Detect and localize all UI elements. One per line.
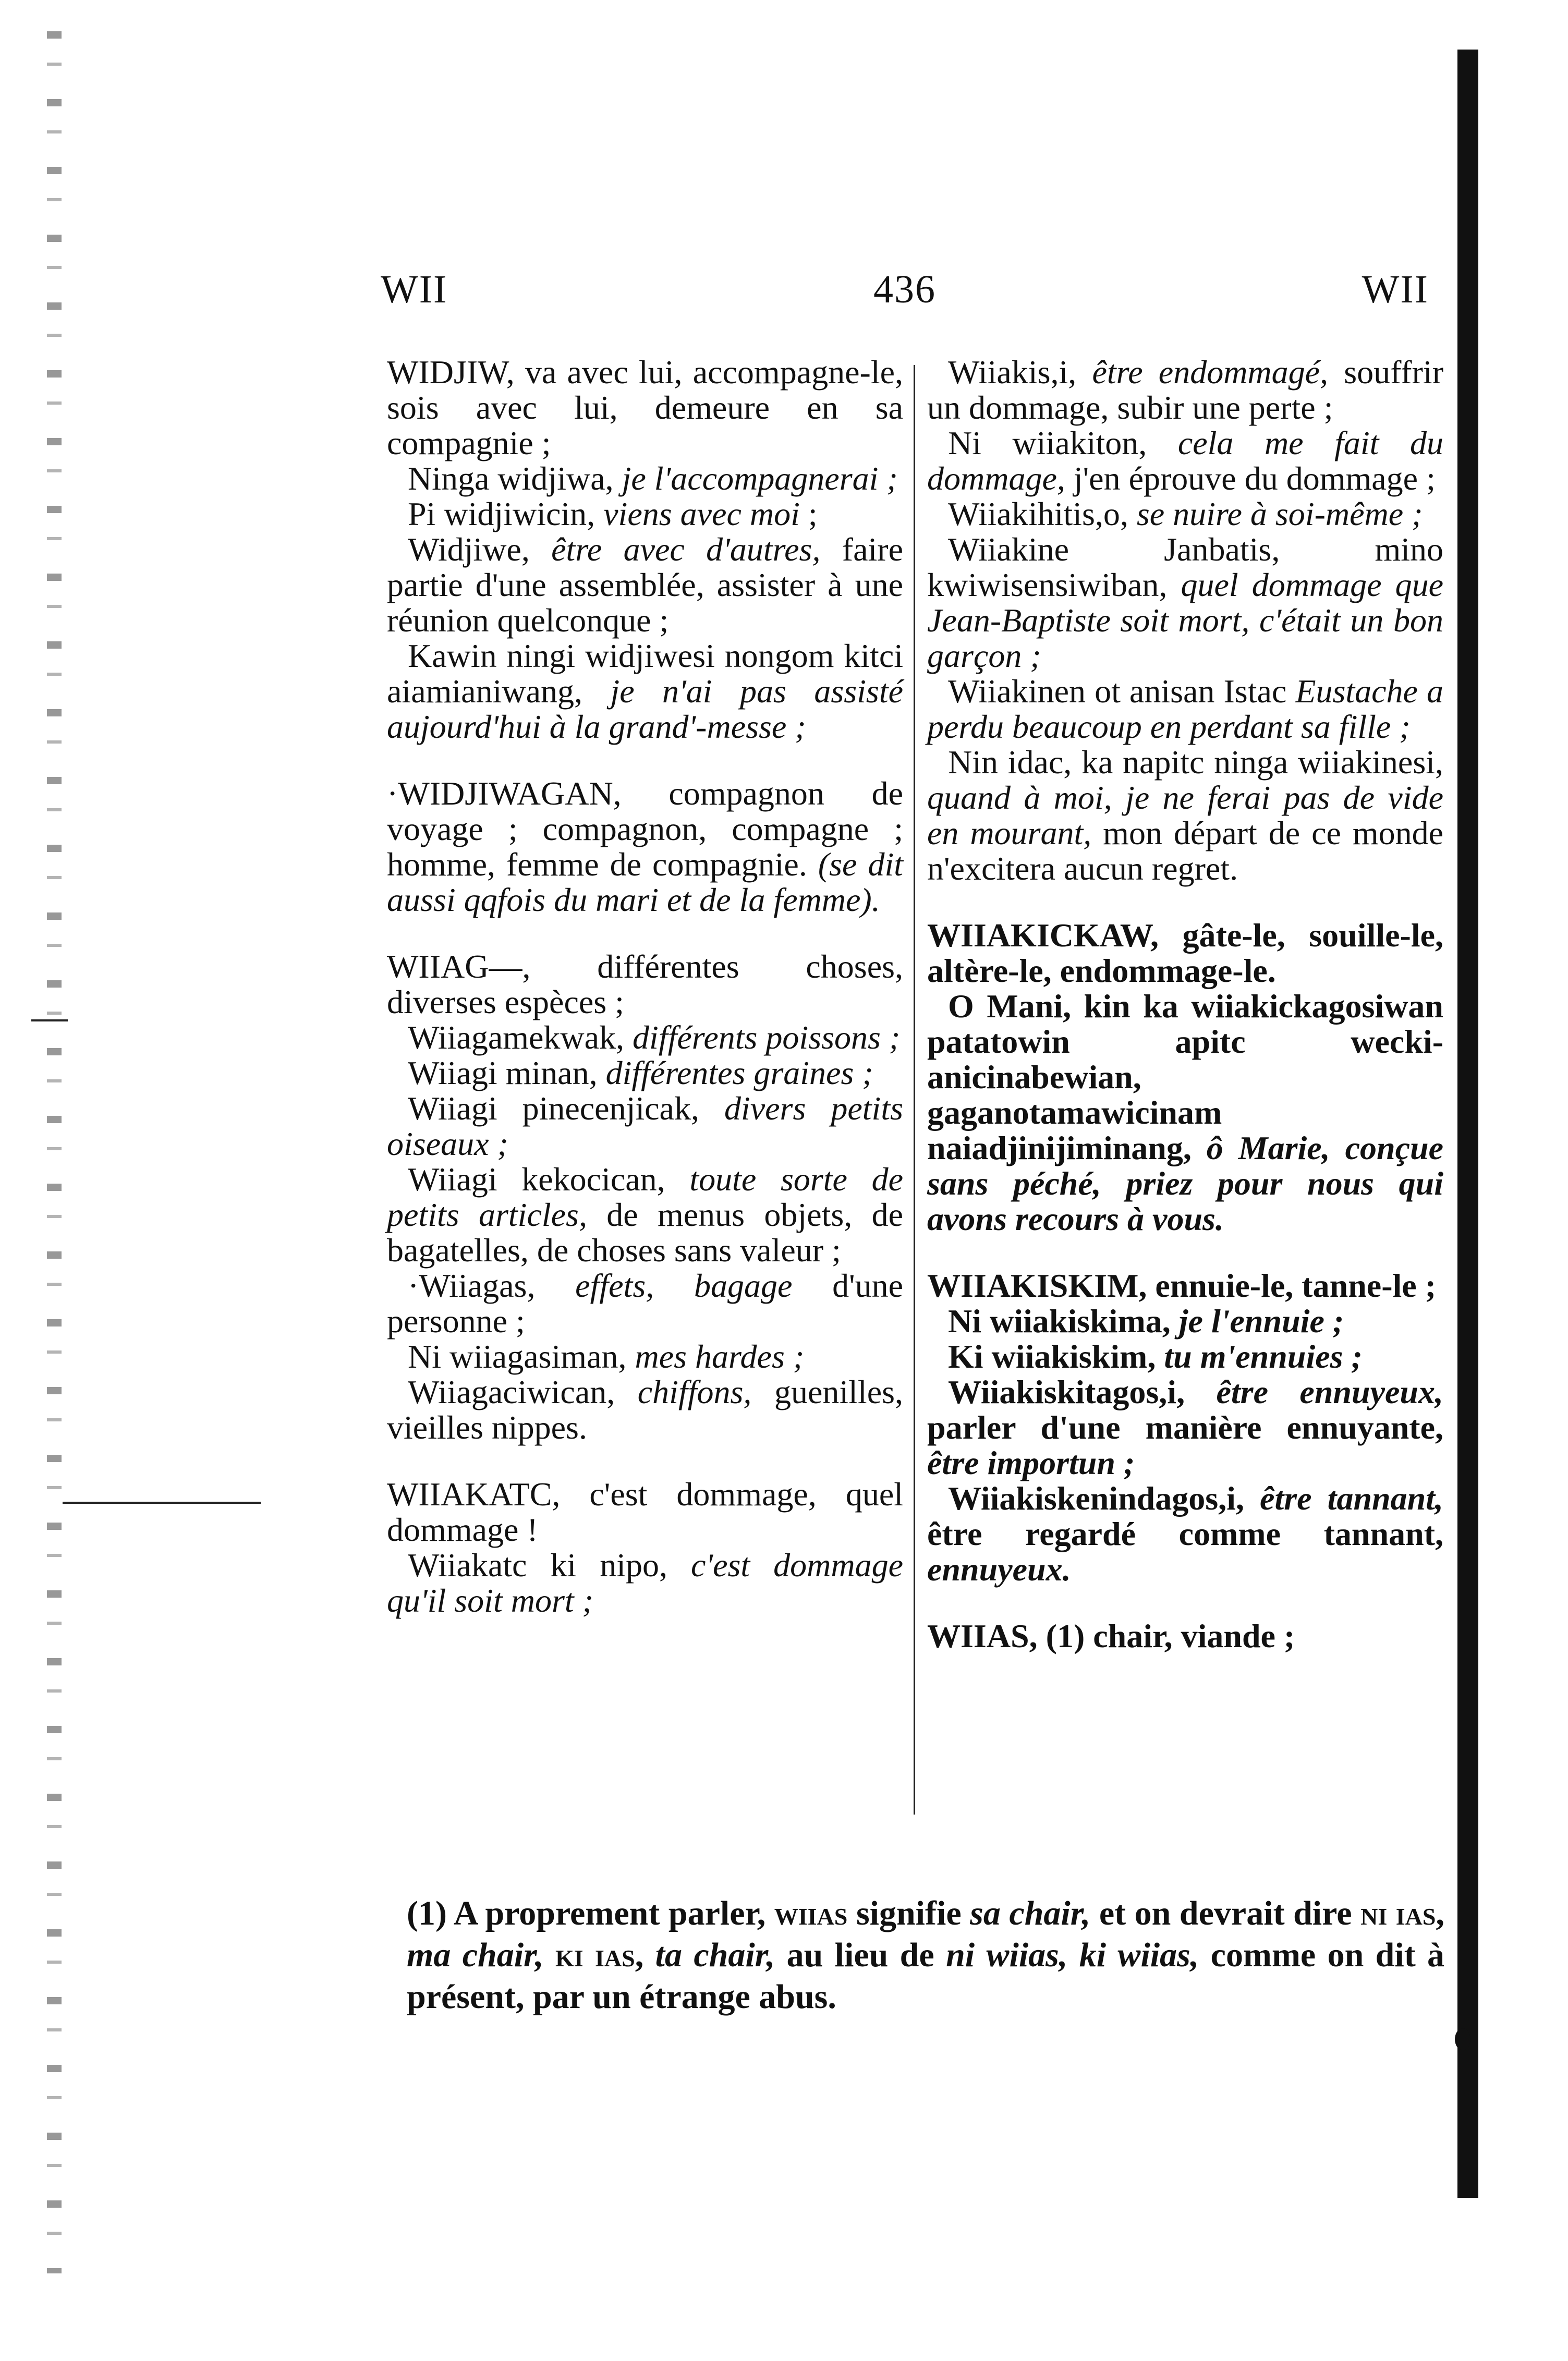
entry-text: Wiiakiskitagos,i, (948, 1373, 1217, 1410)
entry-text: d'une personne ; (387, 1267, 903, 1340)
entry-example-line (927, 1481, 1443, 1587)
french-gloss: effets, bagage (575, 1267, 793, 1304)
entry-headword-line (927, 1268, 1443, 1304)
entry-text: ; (799, 495, 818, 532)
footnote-text: au lieu de (775, 1936, 946, 1974)
running-head-left: WII (381, 267, 448, 311)
entry-text: Ki wiiakiskim, (948, 1338, 1164, 1375)
entry-text: ·Wiiagas, (408, 1267, 576, 1304)
entry-text: Wiiagaciwican, (408, 1373, 638, 1410)
entry-example-line (927, 425, 1443, 496)
french-gloss: être importun ; (927, 1444, 1135, 1481)
entry-text: Wiiagi pinecenjicak, (408, 1090, 724, 1127)
french-gloss: cela me fait du dommage, (927, 424, 1444, 497)
entry-text: Widjiwe, (408, 531, 552, 568)
entry-text: WIIAKICKAW, gâte-le, souille-le, altère-le, endommage-le. (927, 917, 1443, 989)
french-gloss: je n'ai pas assisté aujourd'hui à la grand'-messe ; (387, 673, 904, 745)
entry-headword-line (387, 776, 903, 918)
entry-example-line (387, 1055, 903, 1091)
french-gloss: (se dit aussi qqfois du mari et de la femme). (387, 846, 904, 918)
footnote (407, 1893, 1444, 2018)
footnote-text: comme on dit à présent, par un étrange abus. (407, 1936, 1445, 2016)
footnote-gloss: ma chair, (407, 1936, 544, 1974)
left-column (387, 355, 903, 1650)
entry-text: Pi widjiwicin, (408, 495, 604, 532)
footnote-text (643, 1936, 655, 1974)
footnote-text: signifie (847, 1894, 970, 1932)
scan-left-edge-artifacts (47, 31, 62, 2273)
dictionary-entry (927, 355, 1443, 886)
french-gloss: quand à moi, je ne ferai pas de vide en mourant, (927, 779, 1443, 851)
scan-margin-tick (31, 1019, 68, 1021)
french-gloss: être avec d'autres, (551, 531, 821, 568)
french-gloss: se nuire à soi-même ; (1136, 495, 1423, 532)
french-gloss: ennuyeux. (927, 1551, 1071, 1588)
french-gloss: être tannant, (1260, 1480, 1443, 1517)
scan-margin-tick (63, 1502, 261, 1504)
entry-text: faire partie d'une assemblée, assister à une réunion quelconque ; (387, 531, 903, 639)
entry-text: Wiiakihitis,o, (948, 495, 1137, 532)
dictionary-entry (927, 918, 1443, 1237)
entry-text: Wiiagi minan, (408, 1054, 606, 1091)
entry-text: Wiiakinen ot anisan Istac (948, 673, 1296, 710)
dictionary-entry (387, 776, 903, 918)
entry-text: Wiiakatc ki nipo, (408, 1547, 691, 1584)
entry-headword-line (927, 1618, 1443, 1654)
entry-example-line (387, 1020, 903, 1055)
entry-text: ·WIDJIWAGAN, compagnon de voyage ; compagnon, compagne ; homme, femme de compagnie. (387, 775, 903, 883)
entry-headword-line (387, 355, 903, 461)
page-number: 436 (873, 267, 936, 311)
french-gloss: toute sorte de petits articles, (387, 1161, 903, 1233)
entry-text: Wiiakine Janbatis, mino kwiwisensiwiban, (927, 531, 1443, 603)
footnote-text: (1) A proprement parler, (407, 1894, 774, 1932)
entry-example-line (387, 1162, 903, 1268)
footnote-gloss: ta chair, (655, 1936, 775, 1974)
french-gloss: tu m'ennuies ; (1164, 1338, 1363, 1375)
entry-headword-line (387, 949, 903, 1020)
footnote-gloss: ni wiias, ki wiias, (946, 1936, 1199, 1974)
entry-text: guenilles, vieilles nippes. (387, 1373, 903, 1446)
entry-text: Ni wiiagasiman, (408, 1338, 635, 1375)
entry-text: Wiiakiskenindagos,i, (948, 1480, 1260, 1517)
entry-example-line (387, 1091, 903, 1162)
entry-text: parler d'une manière ennuyante, (927, 1409, 1443, 1446)
entry-headword-line (927, 918, 1443, 989)
entry-text: WIDJIW, va avec lui, accompagne-le, sois avec lui, demeure en sa compagnie ; (387, 354, 903, 461)
entry-text: de menus objets, de bagatelles, de choses sans valeur ; (387, 1196, 904, 1269)
entry-example-line (927, 532, 1443, 674)
entry-example-line (387, 1374, 903, 1445)
entry-text: mon départ de ce monde n'excitera aucun regret. (927, 814, 1444, 887)
footnote-text (544, 1936, 555, 1974)
entry-example-line (927, 674, 1443, 745)
entry-text: Ni wiiakiskima, (948, 1303, 1179, 1340)
entry-example-line (927, 1304, 1443, 1339)
entry-example-line (927, 496, 1443, 532)
footnote-gloss: sa chair, (970, 1894, 1091, 1932)
entry-text: O Mani, kin ka wiiakickagosiwan patatowin apitc wecki-anicinabewian, gaganotamawicinam naiadjinijiminang, (927, 988, 1443, 1166)
entry-text: Nin idac, ka napitc ninga wiiakinesi, (948, 744, 1443, 781)
french-gloss: mes hardes ; (635, 1338, 805, 1375)
entry-text: WIIAKATC, c'est dommage, quel dommage ! (387, 1476, 903, 1548)
entry-text: WIIAG—, différentes choses, diverses espèces ; (387, 948, 903, 1020)
footnote-term: ki ias, (555, 1936, 644, 1974)
entry-text: Kawin ningi widjiwesi nongom kitci aiamianiwang, (387, 637, 903, 710)
dictionary-entry (387, 355, 903, 745)
french-gloss: être ennuyeux, (1216, 1373, 1443, 1410)
entry-text: WIIAKISKIM, ennuie-le, tanne-le ; (927, 1267, 1436, 1304)
entry-example-line (387, 1339, 903, 1374)
french-gloss: c'est dommage qu'il soit mort ; (387, 1547, 903, 1619)
entry-example-line (927, 355, 1443, 425)
dictionary-entry (387, 949, 903, 1445)
scan-right-edge-bar (1457, 50, 1478, 2198)
entry-example-line (387, 461, 903, 496)
column-rule (914, 365, 915, 1815)
footnote-term: wiias (774, 1894, 848, 1932)
entry-text: être regardé comme tannant, (927, 1515, 1443, 1552)
french-gloss: viens avec moi (603, 495, 800, 532)
running-head-right: WII (1362, 267, 1429, 311)
french-gloss: je l'ennuie ; (1178, 1303, 1344, 1340)
entry-example-line (927, 989, 1443, 1237)
entry-example-line (927, 1339, 1443, 1374)
entry-text: Wiiagamekwak, (408, 1019, 633, 1056)
entry-text: WIIAS, (1) chair, viande ; (927, 1617, 1295, 1654)
footnote-text: et on devrait dire (1090, 1894, 1361, 1932)
french-gloss: divers petits oiseaux ; (387, 1090, 904, 1162)
entry-example-line (927, 745, 1443, 886)
footnote-term: ni ias, (1360, 1894, 1444, 1932)
entry-text: Ninga widjiwa, (408, 460, 622, 497)
entry-example-line (387, 1548, 903, 1618)
scan-ink-spot (1455, 2028, 1470, 2050)
dictionary-entry (927, 1268, 1443, 1587)
french-gloss: différentes graines ; (605, 1054, 873, 1091)
french-gloss: être endommagé, (1092, 354, 1329, 391)
entry-example-line (387, 496, 903, 532)
entry-text: Ni wiiakiton, (948, 424, 1178, 461)
french-gloss: chiffons, (637, 1373, 752, 1410)
entry-text: j'en éprouve du dommage ; (1065, 460, 1436, 497)
entry-example-line (927, 1374, 1443, 1481)
dictionary-entry (387, 1477, 903, 1618)
running-head (381, 261, 1429, 318)
entry-text: Wiiagi kekocican, (408, 1161, 690, 1198)
french-gloss: quel dommage que Jean-Baptiste soit mort, c'était un bon garçon ; (927, 566, 1444, 674)
french-gloss: Eustache a perdu beaucoup en perdant sa fille ; (927, 673, 1443, 745)
dictionary-entry (927, 1618, 1443, 1654)
french-gloss: ô Marie, conçue sans péché, priez pour nous qui avons recours à vous. (927, 1129, 1444, 1237)
french-gloss: je l'accompagnerai ; (622, 460, 898, 497)
french-gloss: différents poissons ; (633, 1019, 901, 1056)
entry-example-line (387, 1268, 903, 1339)
entry-headword-line (387, 1477, 903, 1548)
entry-example-line (387, 532, 903, 638)
entry-example-line (387, 638, 903, 745)
entry-text: Wiiakis,i, (948, 354, 1092, 391)
entry-text: souffrir un dommage, subir une perte ; (927, 354, 1443, 426)
right-column (927, 355, 1443, 1685)
